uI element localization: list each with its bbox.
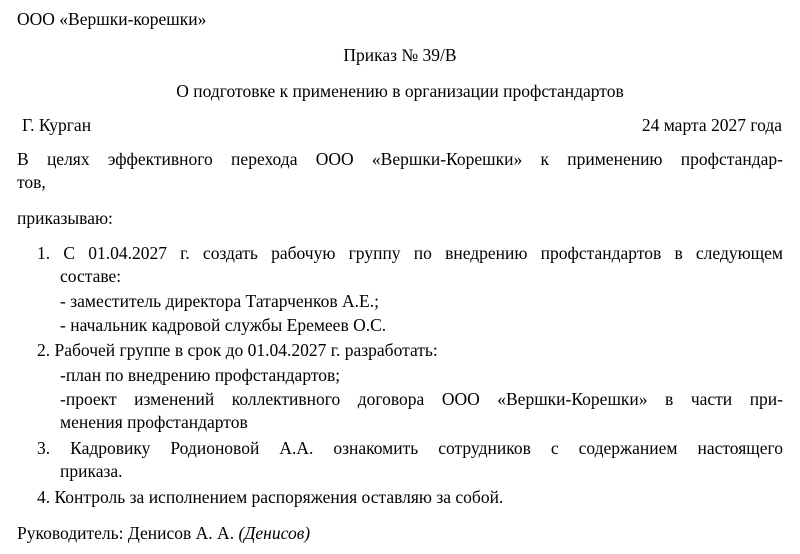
- city: Г. Курган: [22, 115, 92, 135]
- order-subject: О подготовке к применению в организации профстандартов: [176, 81, 624, 101]
- item-2-sub-3: менения профстандартов: [60, 412, 248, 432]
- item-4-line-1: 4. Контроль за исполнением распоряжения оставляю за собой.: [37, 487, 504, 507]
- order-date: 24 марта 2027 года: [641, 115, 782, 135]
- order-word: приказываю:: [17, 208, 113, 228]
- item-1-line-2: составе:: [60, 266, 122, 286]
- item-3-line-2: приказа.: [60, 461, 123, 481]
- organization-name: ООО «Вершки-корешки»: [17, 9, 207, 29]
- signature-handwritten: (Денисов): [238, 523, 311, 543]
- preamble-line-2: тов,: [17, 172, 46, 192]
- preamble-line-1: В целях эффективного перехода ООО «Вершки-Корешки» к применению профстандар-: [17, 149, 783, 169]
- item-2-sub-1: -план по внедрению профстандартов;: [60, 365, 341, 385]
- order-title: Приказ № 39/В: [343, 45, 457, 65]
- signature-line: [17, 522, 310, 544]
- signature-label: Руководитель: Денисов А. А.: [17, 523, 235, 543]
- item-1-sub-2: - начальник кадровой службы Еремеев О.С.: [60, 315, 387, 335]
- item-1-line-1: 1. С 01.04.2027 г. создать рабочую группу по внедрению профстандартов в следующем: [37, 243, 783, 263]
- item-2-sub-2: -проект изменений коллективного договора ООО «Вершки-Корешки» в части при-: [60, 389, 783, 409]
- item-2-line-1: 2. Рабочей группе в срок до 01.04.2027 г. разработать:: [37, 340, 438, 360]
- item-3-line-1: 3. Кадровику Родионовой А.А. ознакомить сотрудников с содержанием настоящего: [37, 438, 783, 458]
- item-1-sub-1: - заместитель директора Татарченков А.Е.;: [60, 291, 379, 311]
